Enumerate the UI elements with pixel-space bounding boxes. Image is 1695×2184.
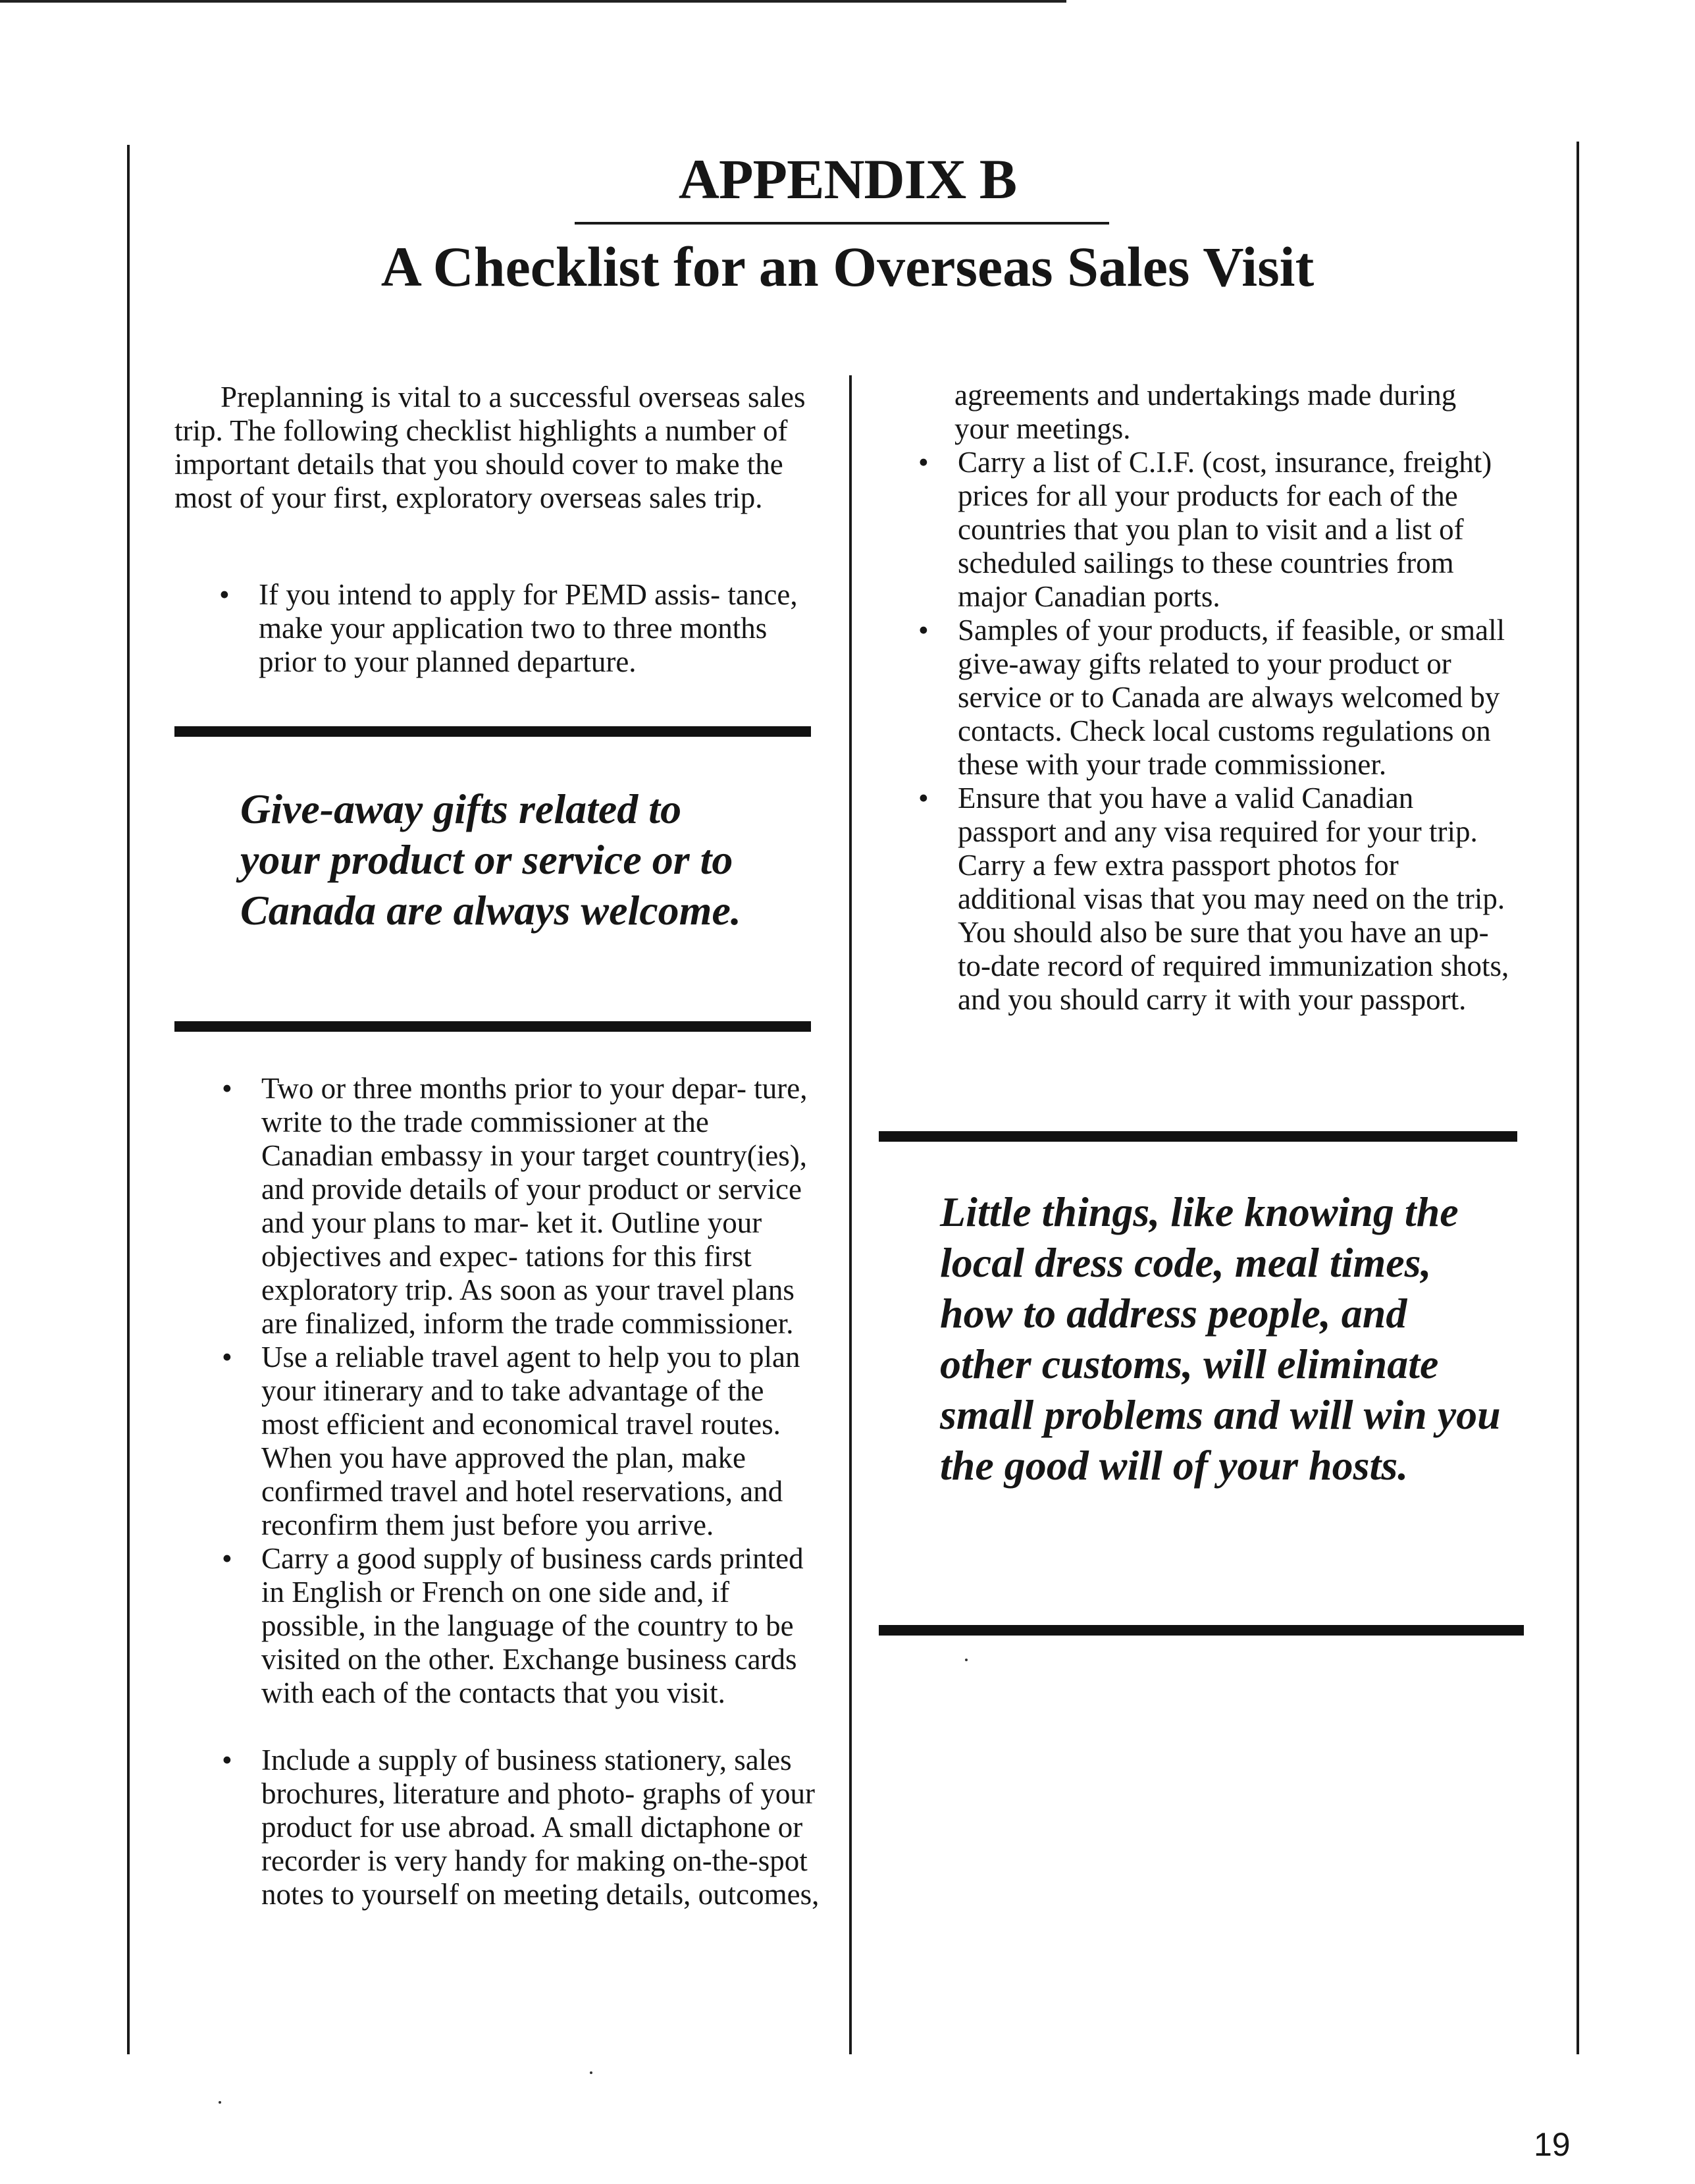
intro-paragraph: Preplanning is vital to a successful overseas sales trip. The following checklist highlights a number of important details that you should cover to make the most of your first, exploratory overseas sales trip. bbox=[174, 381, 806, 514]
intro-paragraph-block bbox=[174, 381, 810, 515]
bullet-icon: • bbox=[222, 1072, 232, 1105]
scan-speck bbox=[590, 2071, 592, 2074]
bullet-icon: • bbox=[918, 614, 929, 647]
left-bottom-bullets bbox=[222, 1072, 821, 1911]
list-item-text: Carry a list of C.I.F. (cost, insurance, freight) prices for all your products for each of the countries that you plan to visit and a list of scheduled sailings to these countries from major Canadian ports. bbox=[958, 446, 1492, 613]
list-item-text: Samples of your products, if feasible, or small give-away gifts related to your product or service or to Canada are always welcomed by contacts. Check local customs regulations on these with your trade commissioner. bbox=[958, 614, 1505, 781]
right-page-rule bbox=[1577, 142, 1579, 2054]
column-divider bbox=[849, 375, 852, 2054]
bullet-icon: • bbox=[222, 1341, 232, 1373]
right-bullets bbox=[918, 446, 1517, 1017]
page-title: A Checklist for an Overseas Sales Visit bbox=[380, 235, 1315, 298]
pullquote-right bbox=[940, 1186, 1506, 1491]
left-page-rule bbox=[127, 145, 130, 2054]
pullquote-rule-top bbox=[174, 726, 811, 737]
list-item bbox=[222, 1542, 821, 1710]
list-item bbox=[918, 782, 1517, 1017]
list-item-text: Use a reliable travel agent to help you to plan your itinerary and to take advantage of the most efficient and economical travel routes. When you have approved the plan, make confirmed travel and hotel reservations, and reconfirm them just before you arrive. bbox=[261, 1341, 800, 1541]
pullquote-left bbox=[240, 784, 767, 936]
list-item-text: Include a supply of business stationery, sales brochures, literature and photo- graphs of your product for use abroad. A small dictaphone or recorder is very handy for making on-the-spot notes to yourself on meeting details, outcomes, bbox=[261, 1744, 820, 1911]
page-number: 19 bbox=[1534, 2126, 1571, 2163]
bullet-icon: • bbox=[918, 782, 929, 814]
list-item bbox=[219, 578, 805, 679]
scan-speck bbox=[965, 1659, 968, 1661]
list-item bbox=[222, 1744, 821, 1911]
scan-speck bbox=[219, 2101, 221, 2104]
list-item-text: Ensure that you have a valid Canadian passport and any visa required for your trip. Carry a few extra passport photos for additional visas that you may need on the trip. You should also be sure that you have an up-to-date record of required immunization shots, and you should carry it with your passport. bbox=[958, 782, 1509, 1016]
list-item bbox=[222, 1072, 821, 1341]
bullet-icon: • bbox=[222, 1744, 232, 1776]
bullet-icon: • bbox=[222, 1542, 232, 1575]
list-item-text: Carry a good supply of business cards printed in English or French on one side and, if possible, in the language of the country to be visited on the other. Exchange business cards with each of the contacts that you visit. bbox=[261, 1542, 804, 1709]
bullet-icon: • bbox=[918, 446, 929, 479]
pullquote-right-text: Little things, like knowing the local dress code, meal times, how to address people, and other customs, will eliminate small problems and will win you the good will of your hosts. bbox=[940, 1188, 1501, 1489]
list-item bbox=[222, 1341, 821, 1542]
left-top-bullets bbox=[219, 578, 805, 679]
list-item-text: Two or three months prior to your depar- ture, write to the trade commissioner at the Canadian embassy in your target country(ies), and provide details of your product or service and your plans to mar- ket it. Outline your objectives and expec- tations for this first exploratory trip. As soon as your travel plans are finalized, inform the trade commissioner. bbox=[261, 1072, 808, 1340]
pullquote-rule-bottom-right bbox=[879, 1625, 1524, 1636]
bullet-icon: • bbox=[219, 578, 230, 611]
continuation-paragraph: agreements and undertakings made during your meetings. bbox=[954, 379, 1457, 445]
title-underline bbox=[575, 222, 1109, 225]
list-item bbox=[918, 614, 1517, 782]
pullquote-rule-bottom bbox=[174, 1021, 811, 1032]
list-item-text: If you intend to apply for PEMD assis- tance, make your application two to three months prior to your planned departure. bbox=[259, 578, 798, 678]
pullquote-left-text: Give-away gifts related to your product or service or to Canada are always welcome. bbox=[240, 786, 741, 934]
appendix-title: APPENDIX B bbox=[678, 147, 1017, 211]
pullquote-rule-top-right bbox=[879, 1131, 1517, 1142]
right-continuation-block bbox=[954, 379, 1514, 446]
list-item bbox=[918, 446, 1517, 614]
top-border bbox=[0, 0, 1066, 3]
